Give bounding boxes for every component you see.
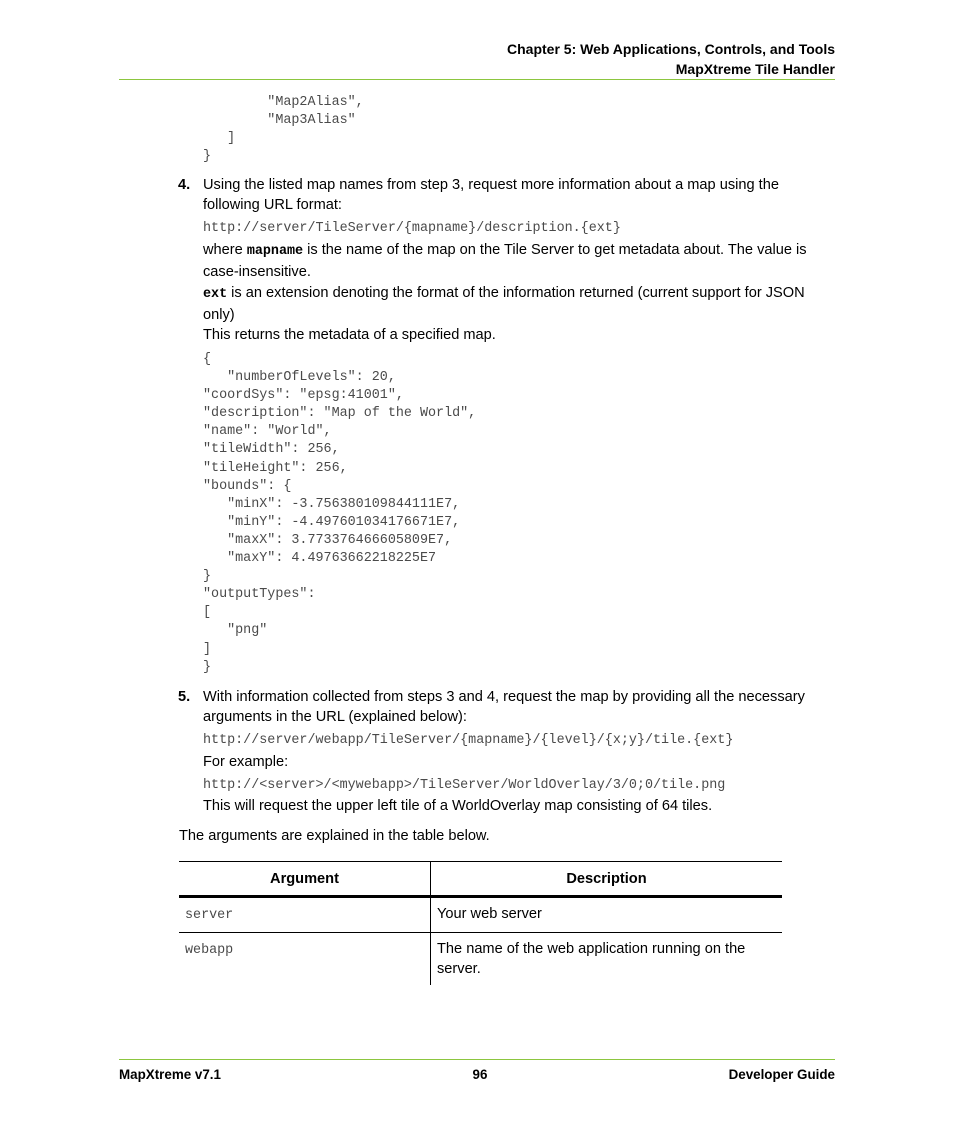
footer-rule xyxy=(119,1059,835,1060)
footer-page-number: 96 xyxy=(472,1067,488,1082)
returns-paragraph: This returns the metadata of a specified map. xyxy=(203,327,496,343)
step-4-number: 4. xyxy=(178,177,191,193)
example-explanation: This will request the upper left tile of a WorldOverlay map consisting of 64 tiles. xyxy=(203,798,713,814)
mapname-term: mapname xyxy=(246,244,304,259)
header-rule xyxy=(119,79,835,80)
step-5-number: 5. xyxy=(178,689,191,705)
ext-paragraph xyxy=(203,283,833,325)
step-5-url: http://server/webapp/TileServer/{mapname}/{level}/{x;y}/tile.{ext} xyxy=(203,733,734,748)
metadata-json: { "numberOfLevels": 20, "coordSys": "epsg:41001", "description": "Map of the World", "name": "World", "tileWidth": 256, "tileHeight": 256, "bounds": { "minX": -3.756380109844111E7, "minY": -4.497601034176671E7, "maxX": 3.773376466605809E7, "maxY": 4.49763662218225E7 } "outputTypes": [ "png" ] } xyxy=(203,352,477,675)
table-intro: The arguments are explained in the table below. xyxy=(179,828,490,844)
description-cell: The name of the web application running on the server. xyxy=(431,933,783,986)
argument-cell: webapp xyxy=(185,943,234,958)
mapname-paragraph xyxy=(203,240,833,282)
footer-product: MapXtreme v7.1 xyxy=(119,1067,221,1082)
code-continuation: "Map2Alias", "Map3Alias" ] } xyxy=(203,95,364,165)
running-header xyxy=(507,39,835,79)
table-header-row xyxy=(179,862,782,897)
header-argument: Argument xyxy=(179,862,431,897)
mapname-pre: where xyxy=(203,242,247,258)
description-cell: Your web server xyxy=(431,897,783,933)
table-row xyxy=(179,933,782,986)
footer-guide: Developer Guide xyxy=(728,1067,835,1082)
section-title: MapXtreme Tile Handler xyxy=(675,61,835,77)
step-4-intro: Using the listed map names from step 3, request more information about a map using the following URL format: xyxy=(203,177,779,213)
mapname-text: is the name of the map on the Tile Server to get metadata about. The value is case-insensitive. xyxy=(203,242,807,280)
table-row xyxy=(179,897,782,933)
chapter-title: Chapter 5: Web Applications, Controls, and Tools xyxy=(507,41,835,57)
example-url: http://<server>/<mywebapp>/TileServer/WorldOverlay/3/0;0/tile.png xyxy=(203,778,726,793)
example-label: For example: xyxy=(203,754,289,770)
ext-text: is an extension denoting the format of the information returned (current support for JSON only) xyxy=(203,285,805,323)
ext-term: ext xyxy=(203,287,228,302)
arguments-table xyxy=(179,861,782,985)
header-description: Description xyxy=(431,862,783,897)
step-4-url: http://server/TileServer/{mapname}/description.{ext} xyxy=(203,221,621,236)
argument-cell: server xyxy=(179,897,431,933)
step-5-intro: With information collected from steps 3 and 4, request the map by providing all the necessary arguments in the URL (explained below): xyxy=(203,689,805,725)
